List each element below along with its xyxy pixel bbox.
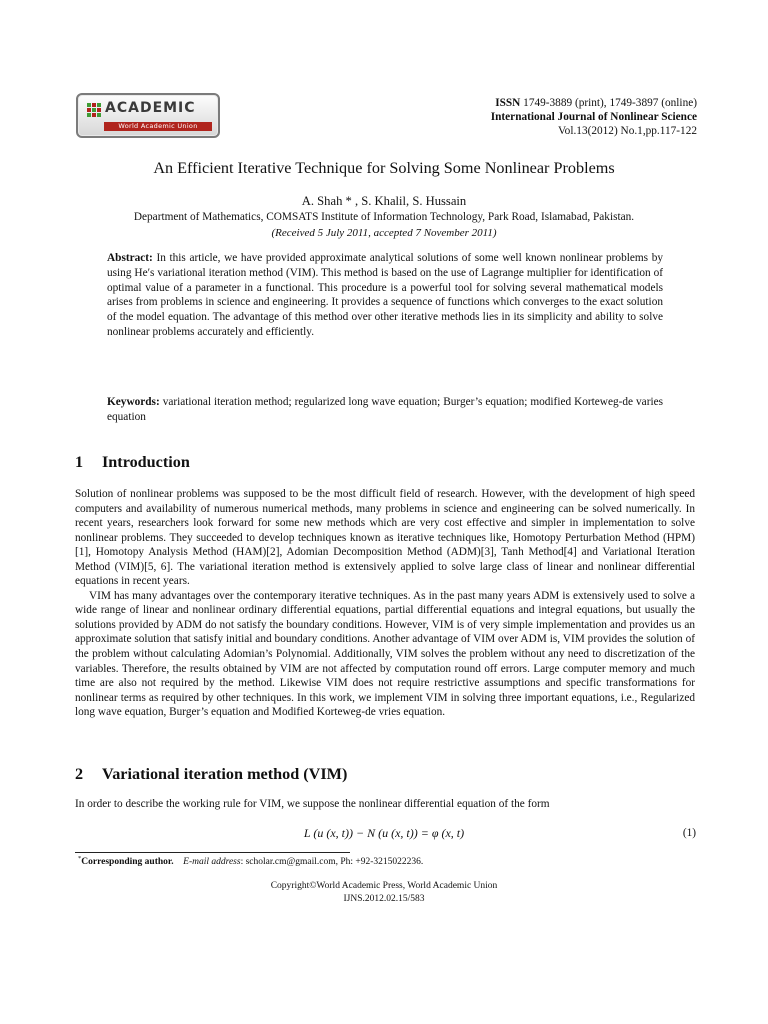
paragraph: In order to describe the working rule for VIM, we suppose the nonlinear differential equation of the form [75,798,550,810]
footnote-divider [75,852,350,853]
journal-name: International Journal of Nonlinear Science [490,111,697,123]
logo-wordmark: ACADEMIC [105,100,196,116]
section-title: Variational iteration method (VIM) [102,765,348,783]
volume-info: Vol.13(2012) No.1,pp.117-122 [557,125,697,137]
paper-affiliation: Department of Mathematics, COMSATS Institute of Information Technology, Park Road, Islamabad, Pakistan. [133,211,635,223]
abstract [107,251,663,340]
journal-header [491,96,697,138]
email-label: E-mail address [183,857,241,868]
received-dates: (Received 5 July 2011, accepted 7 November 2011) [271,227,497,239]
logo-grid-icon [87,103,101,117]
introduction-body [75,487,695,720]
issn-text: 1749-3889 (print), 1749-3897 (online) [523,97,697,109]
abstract-label: Abstract: [107,252,153,264]
keywords [107,395,663,425]
section-heading-vim [75,765,347,784]
paper-authors: A. Shah * , S. Khalil, S. Hussain [301,194,467,208]
section-heading-introduction [75,453,190,472]
keywords-text: variational iteration method; regularized long wave equation; Burger’s equation; modified Korteweg-de varies equation [107,396,664,423]
paragraph: Solution of nonlinear problems was supposed to be the most difficult field of research. However, with the development of high speed computers and availability of numerous numerical methods, many problems in science and engineering can be solved numerically. In recent years, researchers look forward for some new methods which are very cost effective and simpler in implementation to solve nonlinear problems. They succeeded to develop techniques known as iterative techniques like, Homotopy Perturbation Method (HPM)[1], Homotopy Analysis Method (HAM)[2], Adomian Decomposition Method (ADM)[3], Tanh Method[4] and Variational Iteration Method (VIM)[5, 6]. The variational iteration method is extensively applied to solve large class of linear and nonlinear differential equations in recent years. [75,488,695,588]
issn-label: ISSN [495,97,521,109]
equation-number: (1) [682,827,696,839]
copyright-line: Copyright©World Academic Press, World Academic Union [270,881,498,891]
email-text: : scholar.cm@gmail.com, Ph: +92-3215022236. [240,857,424,868]
footnote-mark: * [78,855,82,862]
section-title: Introduction [102,453,190,471]
vim-body [75,797,695,812]
page-footer [0,880,768,905]
logo-subtitle: World Academic Union [104,122,212,131]
footnote-label: Corresponding author. [81,857,174,868]
abstract-text: In this article, we have provided approximate analytical solutions of some well known nonlinear problems by using He′s variational iteration method (VIM). This method is based on the use of Lagrange multiplier for identification of optimal value of a parameter in a functional. This procedure is a powerful tool for solving several mathematical models arises from problems in science and engineering. It provides a sequence of functions which converges to the exact solution of the model equation. The advantage of this method over other iterative methods lies in its simplicity and ability to solve nonlinear problems accurately and efficiently. [107,252,663,338]
section-number: 1 [75,453,84,471]
journal-logo [76,93,220,138]
equation: L (u (x, t)) − N (u (x, t)) = φ (x, t) [303,826,465,840]
paper-title: An Efficient Iterative Technique for Solving Some Nonlinear Problems [153,159,615,177]
section-number: 2 [75,765,84,783]
keywords-label: Keywords: [107,396,160,408]
paragraph: VIM has many advantages over the contemporary iterative techniques. As in the past many years ADM is extensively used to solve a wide range of linear and nonlinear ordinary differential equations, partial differential equations and integral equations, but usually the solutions provided by ADM do not satisfy the boundary conditions. However, VIM is of very simple implementation and provides us an approximate solution that satisfy initial and boundary conditions. Another advantage of VIM over ADM is, VIM provides the solution of the problem without calculating Adomian’s Polynomial. Additionally, VIM solves the problem without any need to discretization of the variables. Therefore, the results obtained by VIM are not affected by computation round off errors. Large computer memory and much time are also not required by the method. Likewise VIM does not require restrictive assumptions and specific transformations for nonlinear terms as required by other techniques. In this work, we implement VIM in solving three important equations, i.e., Regularized long wave equation, Burger’s equation and Modified Korteweg-de vries equation. [75,589,695,719]
document-id: IJNS.2012.02.15/583 [343,893,425,904]
issn-line [491,96,697,110]
footnote [78,855,423,867]
